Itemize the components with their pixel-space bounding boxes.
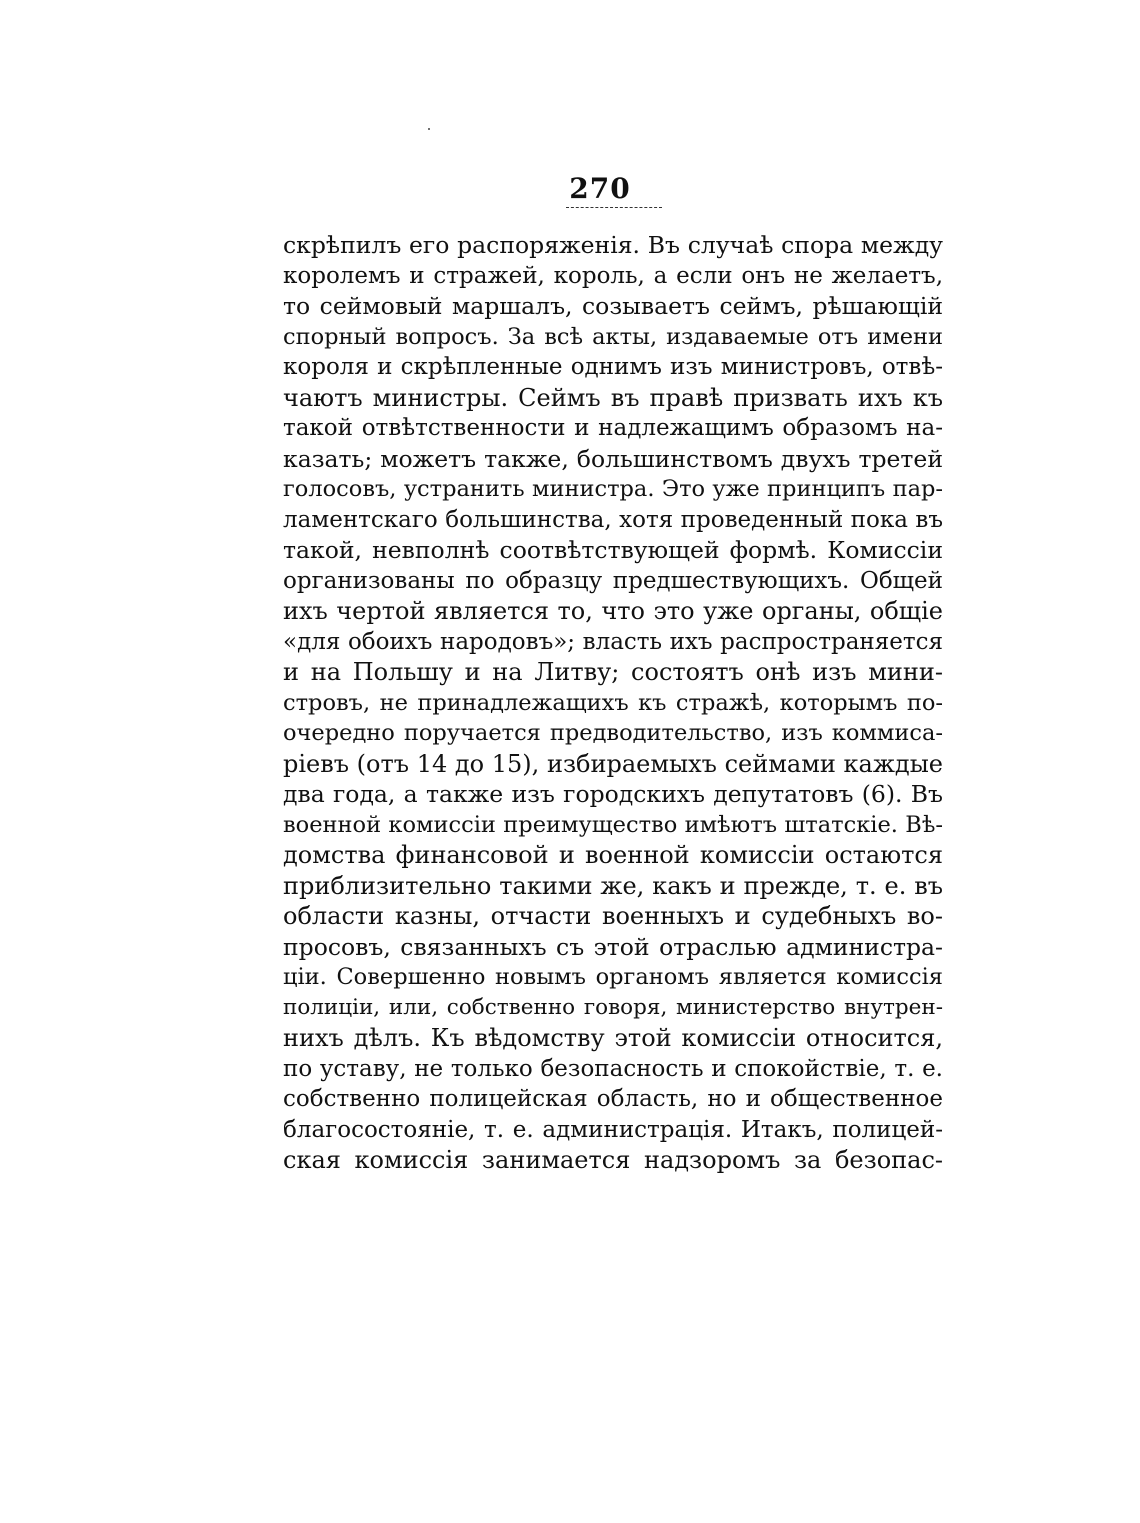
text-line: такой отвѣтственности и надлежащимъ образомъ на- xyxy=(283,415,943,441)
text-line: короля и скрѣпленные однимъ изъ министровъ, отвѣ- xyxy=(283,354,943,380)
text-line: то сеймовый маршалъ, созываетъ сеймъ, рѣшающій xyxy=(283,292,943,320)
text-line: скрѣпилъ его распоряженія. Въ случаѣ спора между xyxy=(283,231,943,259)
text-line: и на Польшу и на Литву; состоятъ онѣ изъ мини- xyxy=(283,658,943,686)
page-number: 270 xyxy=(569,172,631,205)
text-line: ціи. Совершенно новымъ органомъ является комиссія xyxy=(283,964,943,990)
text-line: ихъ чертой является то, что это уже органы, общіе xyxy=(283,597,943,625)
text-line: стровъ, не принадлежащихъ къ стражѣ, которымъ по- xyxy=(283,689,943,716)
text-line: «для обоихъ народовъ»; власть ихъ распространяется xyxy=(283,628,943,655)
text-line: области казны, отчасти военныхъ и судебныхъ во- xyxy=(283,902,943,930)
text-line: чаютъ министры. Сеймъ въ правѣ призвать ихъ къ xyxy=(283,383,943,412)
text-line: голосовъ, устранить министра. Это уже принципъ пар- xyxy=(283,476,943,502)
text-line: полиціи, или, собственно говоря, министерство внутрен- xyxy=(283,994,943,1020)
text-line: очередно поручается предводительство, изъ коммиса- xyxy=(283,720,943,746)
text-line: собственно полицейская область, но и общественное xyxy=(283,1086,943,1112)
text-line: домства финансовой и военной комиссіи остаются xyxy=(283,841,943,869)
print-speck xyxy=(428,128,430,130)
text-line: ріевъ (отъ 14 до 15), избираемыхъ сеймами каждые xyxy=(283,749,943,778)
text-line: благосостояніе, т. е. администрація. Итакъ, полицей- xyxy=(283,1116,943,1143)
text-line: нихъ дѣлъ. Къ вѣдомству этой комиссіи относится, xyxy=(283,1024,943,1052)
page-number-rule xyxy=(566,207,662,208)
text-line: организованы по образцу предшествующихъ. Общей xyxy=(283,567,943,594)
text-line: ламентскаго большинства, хотя проведенный пока въ xyxy=(283,506,943,533)
text-line: королемъ и стражей, король, а если онъ не желаетъ, xyxy=(283,262,943,289)
text-line: военной комиссіи преимущество имѣютъ штатскіе. Вѣ- xyxy=(283,811,943,838)
text-line: по уставу, не только безопасность и спокойствіе, т. е. xyxy=(283,1055,943,1082)
text-line: ская комиссія занимается надзоромъ за безопас- xyxy=(283,1146,943,1174)
text-line: два года, а также изъ городскихъ депутатовъ (6). Въ xyxy=(283,780,943,808)
text-line: спорный вопросъ. За всѣ акты, издаваемые отъ имени xyxy=(283,323,943,350)
text-line: казать; можетъ также, большинствомъ двухъ третей xyxy=(283,444,943,473)
text-line: такой, невполнѣ соотвѣтствующей формѣ. Комиссіи xyxy=(283,536,943,564)
text-line: просовъ, связанныхъ съ этой отраслью администра- xyxy=(283,932,943,961)
body-text xyxy=(283,230,943,1176)
text-line: приблизительно такими же, какъ и прежде, т. е. въ xyxy=(283,871,943,900)
